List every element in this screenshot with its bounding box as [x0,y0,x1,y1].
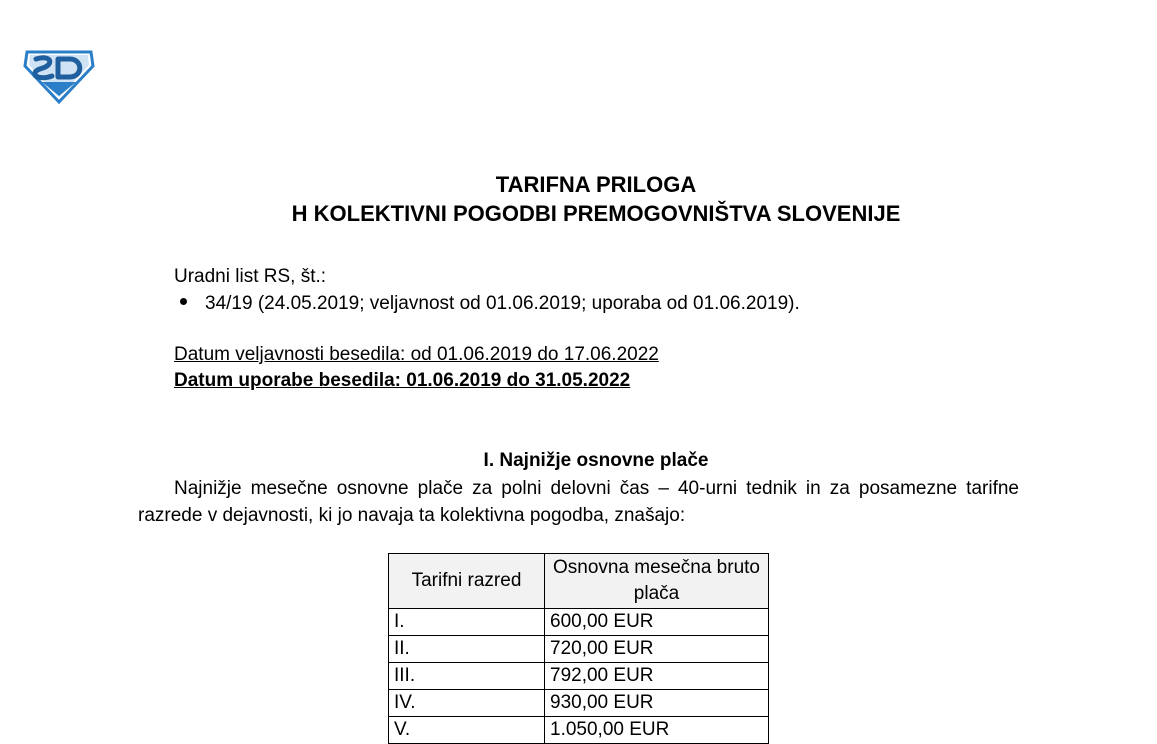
table-row [389,690,769,717]
salary-cell: 600,00 EUR [545,609,769,636]
gazette-list-item [180,291,800,317]
application-date: Datum uporabe besedila: 01.06.2019 do 31.05.2022 [174,370,631,391]
table-row [389,663,769,690]
document-title [0,170,1157,228]
gazette-label: Uradni list RS, št.: [174,266,327,287]
salary-cell: 1.050,00 EUR [545,717,769,744]
salary-cell: 792,00 EUR [545,663,769,690]
tariff-class-cell: I. [389,609,545,636]
bullet-icon [180,298,187,305]
section-heading: I. Najnižje osnovne plače [483,450,709,471]
salary-cell: 720,00 EUR [545,636,769,663]
title-line-1: TARIFNA PRILOGA [495,172,697,197]
table-header-row [389,554,769,609]
header-tariff-class: Tarifni razred [389,554,545,609]
section-paragraph: Najnižje mesečne osnovne plače za polni delovni čas – 40-urni tednik in za posamezne tarifne razrede v dejavnosti, ki jo navaja ta kolektivna pogodba, znašajo: [138,478,1019,526]
tariff-class-cell: IV. [389,690,545,717]
salary-cell: 930,00 EUR [545,690,769,717]
tariff-table [388,553,769,744]
gazette-item-text: 34/19 (24.05.2019; veljavnost od 01.06.2019; uporaba od 01.06.2019). [205,293,800,314]
title-line-2: H KOLEKTIVNI POGODBI PREMOGOVNIŠTVA SLOVENIJE [291,201,901,226]
table-row [389,636,769,663]
company-logo [22,46,96,104]
validity-date: Datum veljavnosti besedila: od 01.06.2019 do 17.06.2022 [174,344,659,365]
tariff-class-cell: V. [389,717,545,744]
header-base-salary: Osnovna mesečna bruto plača [545,554,769,609]
tariff-class-cell: III. [389,663,545,690]
table-row [389,609,769,636]
tariff-class-cell: II. [389,636,545,663]
table-row [389,717,769,744]
